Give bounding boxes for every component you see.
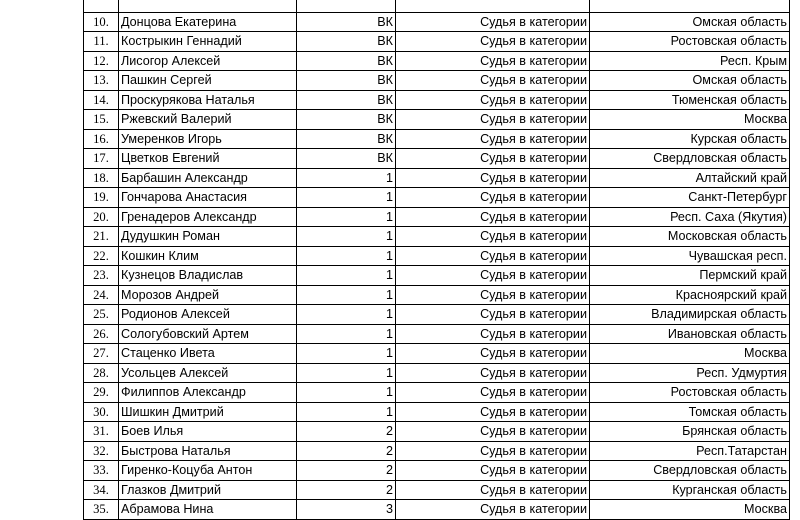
judge-name: Лисогор Алексей [119, 51, 297, 71]
judge-rank: 2 [297, 480, 396, 500]
table-row [84, 246, 790, 266]
row-number: 29. [84, 383, 119, 403]
table-row [84, 149, 790, 169]
judge-region: Свердловская область [590, 149, 790, 169]
judge-name: Морозов Андрей [119, 285, 297, 305]
judge-name: Усольцев Алексей [119, 363, 297, 383]
judge-name: Умеренков Игорь [119, 129, 297, 149]
judge-role: Судья в категории [396, 32, 590, 52]
row-number: 28. [84, 363, 119, 383]
judge-rank: 1 [297, 266, 396, 286]
judge-role: Судья в категории [396, 305, 590, 325]
judge-name: Кошкин Клим [119, 246, 297, 266]
table-row [84, 51, 790, 71]
judge-name: Стаценко Ивета [119, 344, 297, 364]
judge-role: Судья в категории [396, 71, 590, 91]
judge-name: Филиппов Александр [119, 383, 297, 403]
table-row [84, 90, 790, 110]
judge-region: Курганская область [590, 480, 790, 500]
judge-role: Судья в категории [396, 12, 590, 32]
table-row [84, 0, 790, 12]
judge-rank: ВК [297, 149, 396, 169]
judge-name: Гренадеров Александр [119, 207, 297, 227]
row-number: 33. [84, 461, 119, 481]
judge-region: Москва [590, 500, 790, 520]
table-row [84, 188, 790, 208]
row-number: 20. [84, 207, 119, 227]
judge-region: Омская область [590, 12, 790, 32]
judge-name: Быстрова Наталья [119, 441, 297, 461]
row-number: 10. [84, 12, 119, 32]
judge-region [590, 0, 790, 12]
judge-region: Ивановская область [590, 324, 790, 344]
judge-rank [297, 0, 396, 12]
judge-rank: 1 [297, 207, 396, 227]
table-row [84, 285, 790, 305]
judge-rank: 1 [297, 324, 396, 344]
table-row [84, 32, 790, 52]
row-number: 11. [84, 32, 119, 52]
judge-region: Алтайский край [590, 168, 790, 188]
judge-rank: ВК [297, 32, 396, 52]
judge-name: Шишкин Дмитрий [119, 402, 297, 422]
judge-name: Кострыкин Геннадий [119, 32, 297, 52]
judge-region: Владимирская область [590, 305, 790, 325]
judge-role: Судья в категории [396, 441, 590, 461]
judge-rank: 3 [297, 500, 396, 520]
judge-role: Судья в категории [396, 90, 590, 110]
judge-rank: ВК [297, 90, 396, 110]
table-row [84, 324, 790, 344]
judge-rank: 1 [297, 188, 396, 208]
table-row [84, 363, 790, 383]
judges-table-body [84, 0, 790, 519]
judge-role: Судья в категории [396, 149, 590, 169]
judge-rank: ВК [297, 129, 396, 149]
row-number: 13. [84, 71, 119, 91]
judge-role: Судья в категории [396, 129, 590, 149]
judge-region: Респ. Саха (Якутия) [590, 207, 790, 227]
judge-region: Омская область [590, 71, 790, 91]
row-number: 31. [84, 422, 119, 442]
table-row [84, 129, 790, 149]
row-number: 19. [84, 188, 119, 208]
judge-rank: 1 [297, 344, 396, 364]
judge-name: Ржевский Валерий [119, 110, 297, 130]
judge-rank: ВК [297, 12, 396, 32]
table-row [84, 168, 790, 188]
judge-rank: 1 [297, 402, 396, 422]
judge-role: Судья в категории [396, 402, 590, 422]
judge-name: Пашкин Сергей [119, 71, 297, 91]
judge-name: Гончарова Анастасия [119, 188, 297, 208]
judge-role: Судья в категории [396, 207, 590, 227]
judge-region: Ростовская область [590, 32, 790, 52]
judge-rank: 2 [297, 441, 396, 461]
judge-name [119, 0, 297, 12]
judge-role: Судья в категории [396, 344, 590, 364]
row-number: 26. [84, 324, 119, 344]
judge-region: Чувашская респ. [590, 246, 790, 266]
row-number: 27. [84, 344, 119, 364]
judge-role: Судья в категории [396, 51, 590, 71]
judge-role: Судья в категории [396, 461, 590, 481]
table-row [84, 305, 790, 325]
judge-role: Судья в категории [396, 500, 590, 520]
judge-region: Свердловская область [590, 461, 790, 481]
judge-name: Родионов Алексей [119, 305, 297, 325]
row-number: 15. [84, 110, 119, 130]
table-row [84, 383, 790, 403]
row-number: 30. [84, 402, 119, 422]
judge-region: Курская область [590, 129, 790, 149]
judge-rank: ВК [297, 51, 396, 71]
judge-role: Судья в категории [396, 480, 590, 500]
judge-name: Донцова Екатерина [119, 12, 297, 32]
judge-role: Судья в категории [396, 246, 590, 266]
judge-rank: 1 [297, 383, 396, 403]
row-number: 35. [84, 500, 119, 520]
judge-name: Сологубовский Артем [119, 324, 297, 344]
judge-name: Кузнецов Владислав [119, 266, 297, 286]
judge-rank: 1 [297, 285, 396, 305]
judge-name: Абрамова Нина [119, 500, 297, 520]
judge-rank: 1 [297, 246, 396, 266]
judge-rank: 2 [297, 461, 396, 481]
judges-table [83, 0, 790, 520]
table-row [84, 207, 790, 227]
table-row [84, 480, 790, 500]
judge-name: Цветков Евгений [119, 149, 297, 169]
table-row [84, 71, 790, 91]
judge-region: Красноярский край [590, 285, 790, 305]
row-number: 32. [84, 441, 119, 461]
judge-name: Глазков Дмитрий [119, 480, 297, 500]
row-number: 23. [84, 266, 119, 286]
judge-name: Боев Илья [119, 422, 297, 442]
table-row [84, 500, 790, 520]
table-row [84, 110, 790, 130]
judge-role: Судья в категории [396, 363, 590, 383]
judge-role: Судья в категории [396, 324, 590, 344]
table-row [84, 441, 790, 461]
judge-region: Пермский край [590, 266, 790, 286]
row-number: 17. [84, 149, 119, 169]
table-row [84, 12, 790, 32]
judge-rank: 1 [297, 168, 396, 188]
judge-rank: 1 [297, 305, 396, 325]
judge-region: Москва [590, 110, 790, 130]
judge-region: Московская область [590, 227, 790, 247]
row-number: 24. [84, 285, 119, 305]
table-row [84, 227, 790, 247]
judge-role: Судья в категории [396, 266, 590, 286]
row-number: 21. [84, 227, 119, 247]
judge-role [396, 0, 590, 12]
row-number: 14. [84, 90, 119, 110]
row-number: 22. [84, 246, 119, 266]
judge-name: Гиренко-Коцуба Антон [119, 461, 297, 481]
judge-rank: 2 [297, 422, 396, 442]
judge-region: Брянская область [590, 422, 790, 442]
judge-rank: ВК [297, 110, 396, 130]
row-number: 18. [84, 168, 119, 188]
judge-name: Проскурякова Наталья [119, 90, 297, 110]
row-number: 16. [84, 129, 119, 149]
judge-region: Москва [590, 344, 790, 364]
row-number: 12. [84, 51, 119, 71]
table-row [84, 344, 790, 364]
judge-region: Санкт-Петербург [590, 188, 790, 208]
judge-rank: 1 [297, 227, 396, 247]
row-number: 25. [84, 305, 119, 325]
row-number: 34. [84, 480, 119, 500]
judge-role: Судья в категории [396, 422, 590, 442]
judge-role: Судья в категории [396, 285, 590, 305]
judge-role: Судья в категории [396, 188, 590, 208]
row-number [84, 0, 119, 12]
table-row [84, 422, 790, 442]
judge-role: Судья в категории [396, 383, 590, 403]
judge-region: Тюменская область [590, 90, 790, 110]
judge-rank: 1 [297, 363, 396, 383]
judge-rank: ВК [297, 71, 396, 91]
judge-name: Барбашин Александр [119, 168, 297, 188]
table-row [84, 402, 790, 422]
judge-region: Респ.Татарстан [590, 441, 790, 461]
judge-role: Судья в категории [396, 110, 590, 130]
judge-region: Респ. Удмуртия [590, 363, 790, 383]
judge-region: Ростовская область [590, 383, 790, 403]
judge-region: Томская область [590, 402, 790, 422]
judge-role: Судья в категории [396, 227, 590, 247]
judge-name: Дудушкин Роман [119, 227, 297, 247]
table-row [84, 461, 790, 481]
judge-region: Респ. Крым [590, 51, 790, 71]
table-row [84, 266, 790, 286]
judge-role: Судья в категории [396, 168, 590, 188]
